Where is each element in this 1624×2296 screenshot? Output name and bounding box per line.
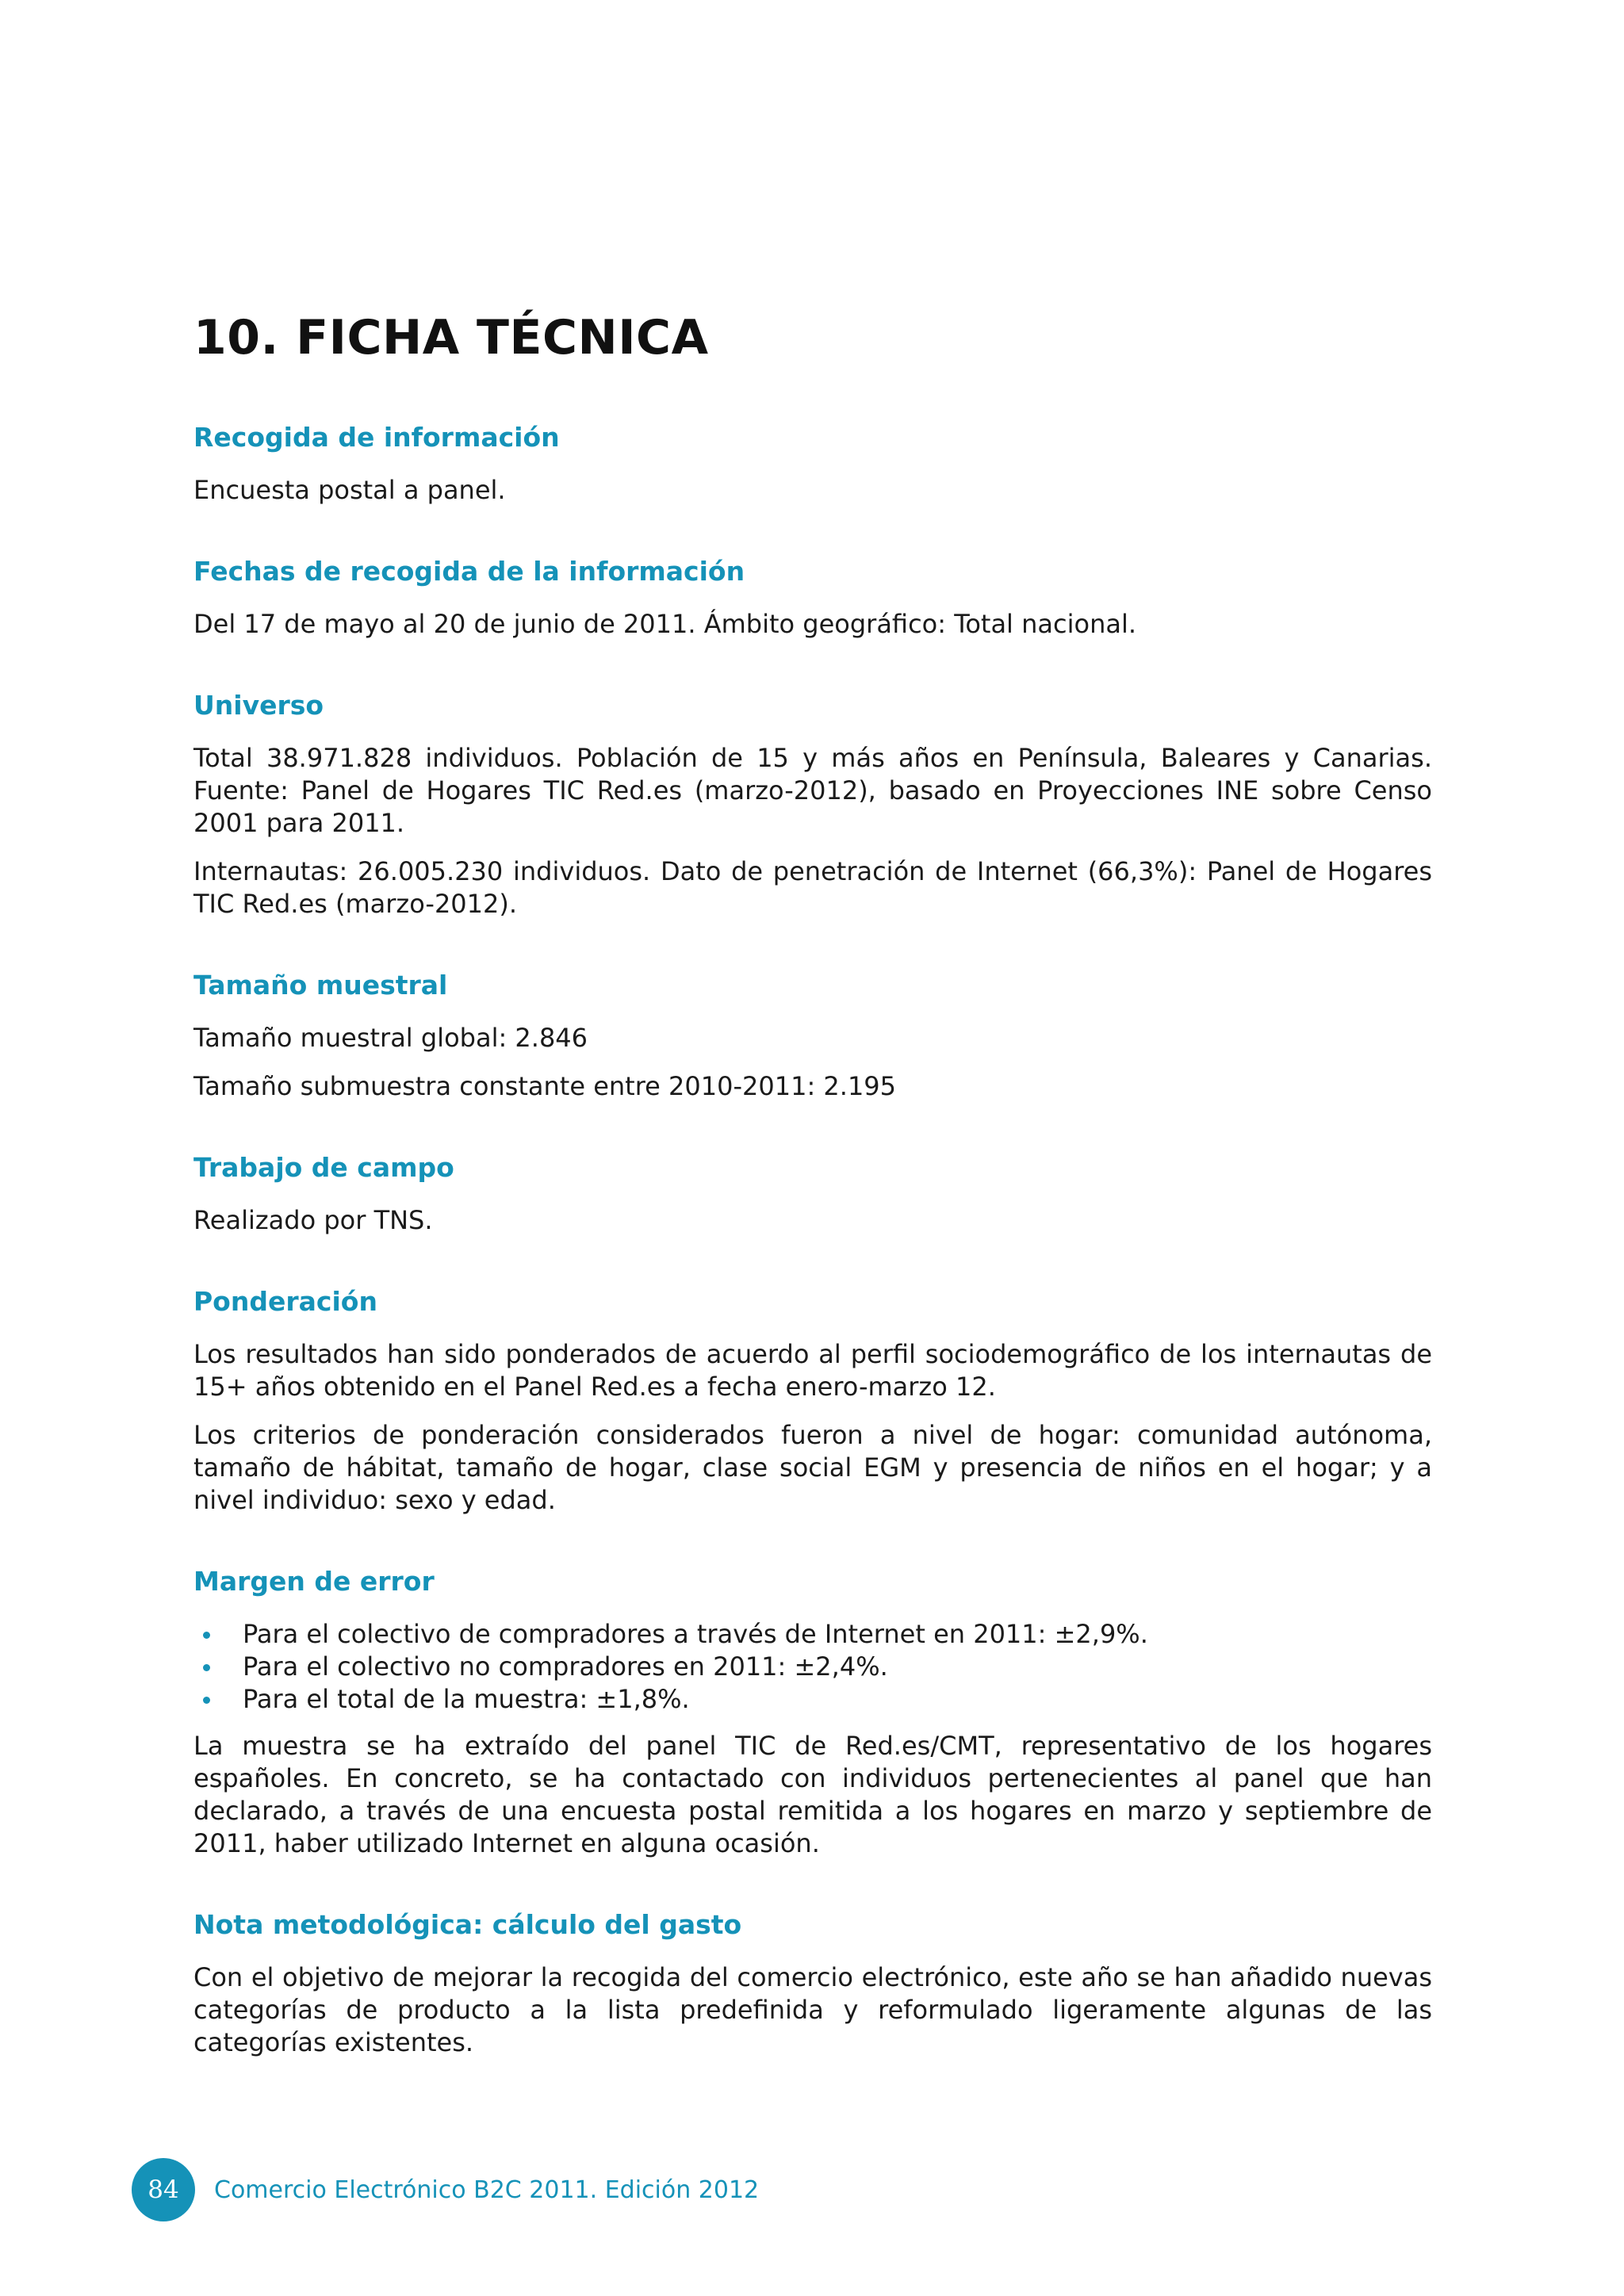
section-heading: Fechas de recogida de la información (193, 556, 745, 587)
list-item (193, 1651, 1432, 1683)
section-heading: Nota metodológica: cálculo del gasto (193, 1909, 742, 1940)
section-paragraph: Tamaño muestral global: 2.846 (193, 1023, 588, 1053)
page-number-badge: 84 (132, 2158, 195, 2221)
page-footer (132, 2157, 759, 2222)
section-paragraph: La muestra se ha extraído del panel TIC de Red.es/CMT, representativo de los hogares españoles. En concreto, se ha contactado con individuos pertenecientes al panel que han declarado, a través de una encuesta postal remitida a los hogares en marzo y septiembre de 2011, haber utilizado Internet en alguna ocasión. (193, 1731, 1432, 1858)
section-tamano-muestral (193, 970, 1432, 1103)
section-margen-error (193, 1566, 1432, 1860)
section-heading: Tamaño muestral (193, 970, 448, 1001)
section-heading: Trabajo de campo (193, 1152, 454, 1183)
section-ponderacion (193, 1286, 1432, 1517)
bullet-dot-icon (203, 1632, 210, 1639)
section-paragraph: Encuesta postal a panel. (193, 475, 506, 505)
section-paragraph: Internautas: 26.005.230 individuos. Dato de penetración de Internet (66,3%): Panel de Hogares TIC Red.es (marzo-2012). (193, 856, 1432, 919)
list-item-text: Para el total de la muestra: ±1,8%. (243, 1684, 690, 1714)
list-item-text: Para el colectivo no compradores en 2011: ±2,4%. (243, 1651, 888, 1682)
list-item-text: Para el colectivo de compradores a través de Internet en 2011: ±2,9%. (243, 1619, 1148, 1649)
section-paragraph: Del 17 de mayo al 20 de junio de 2011. Ámbito geográfico: Total nacional. (193, 609, 1137, 639)
section-trabajo-campo (193, 1152, 1432, 1237)
publication-title: Comercio Electrónico B2C 2011. Edición 2012 (214, 2175, 760, 2204)
bullet-dot-icon (203, 1697, 210, 1704)
section-fechas (193, 556, 1432, 641)
section-heading: Margen de error (193, 1566, 435, 1597)
section-recogida (193, 422, 1432, 507)
list-item (193, 1618, 1432, 1651)
section-paragraph: Con el objetivo de mejorar la recogida del comercio electrónico, este año se han añadido nuevas categorías de producto a la lista predefinida y reformulado ligeramente algunas de las categorías existentes. (193, 1962, 1432, 2057)
section-paragraph: Realizado por TNS. (193, 1205, 433, 1235)
section-paragraph: Tamaño submuestra constante entre 2010-2011: 2.195 (193, 1071, 897, 1101)
section-nota-metodologica (193, 1909, 1432, 2059)
section-heading: Ponderación (193, 1286, 377, 1317)
bullet-list (193, 1618, 1432, 1716)
bullet-dot-icon (203, 1664, 210, 1671)
section-paragraph: Los criterios de ponderación considerados fueron a nivel de hogar: comunidad autónoma, tamaño de hábitat, tamaño de hogar, clase social EGM y presencia de niños en el hogar; y a nivel individuo: sexo y edad. (193, 1420, 1432, 1515)
page-content (193, 309, 1432, 2108)
section-paragraph: Los resultados han sido ponderados de acuerdo al perfil sociodemográfico de los internautas de 15+ años obtenido en el Panel Red.es a fecha enero-marzo 12. (193, 1339, 1432, 1402)
section-universo (193, 690, 1432, 920)
section-paragraph: Total 38.971.828 individuos. Población de 15 y más años en Península, Baleares y Canarias. Fuente: Panel de Hogares TIC Red.es (marzo-2012), basado en Proyecciones INE sobre Censo 2001 para 2011. (193, 743, 1432, 838)
list-item (193, 1683, 1432, 1716)
section-heading: Recogida de información (193, 422, 560, 453)
page-title: 10. FICHA TÉCNICA (193, 310, 709, 365)
section-heading: Universo (193, 690, 324, 721)
